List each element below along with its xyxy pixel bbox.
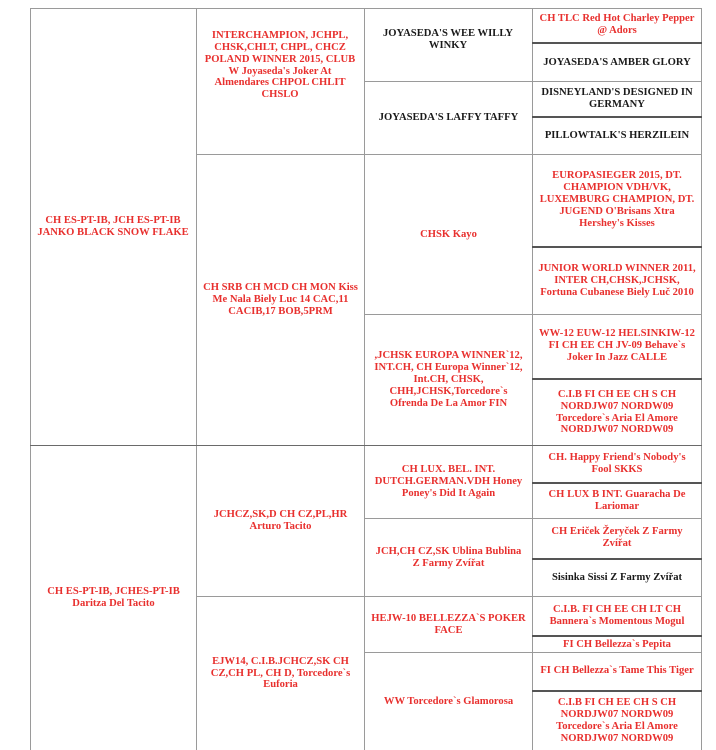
cell-separator bbox=[532, 116, 702, 118]
g4-7: WW-12 EUW-12 HELSINKIW-12 FI CH EE CH JV-09 Behave`s Joker In Jazz CALLE bbox=[539, 328, 695, 363]
g4-4: PILLOWTALK'S HERZILEIN bbox=[544, 130, 690, 142]
cell-separator bbox=[532, 635, 702, 637]
cell-separator bbox=[532, 518, 702, 519]
g4-16: C.I.B FI CH EE CH S CH NORDJW07 NORDW09 Torcedore`s Aria El Amore NORDJW07 NORDW09 bbox=[556, 697, 678, 744]
cell-separator bbox=[532, 378, 702, 380]
g2-sire-dam: CH SRB CH MCD CH MON Kiss Me Nala Biely Luc 14 CAC,11 CACIB,17 BOB,5PRM bbox=[196, 154, 364, 445]
g4-12: Sisinka Sissi Z Farmy Zvířat bbox=[551, 572, 683, 584]
g4-13: C.I.B. FI CH EE CH LT CH Bannera`s Momentous Mogul bbox=[549, 603, 685, 627]
cell-separator bbox=[532, 42, 702, 44]
cell-separator bbox=[532, 652, 702, 653]
g2-sire-sire: INTERCHAMPION, JCHPL, CHSK,CHLT, CHPL, CHCZ POLAND WINNER 2015, CLUB W Joyaseda's Joker At Almendares CHPOL CHLIT CHSLO bbox=[204, 30, 356, 101]
sire-dam-divider bbox=[30, 445, 702, 446]
column-divider bbox=[364, 8, 365, 750]
cell-separator bbox=[532, 154, 702, 155]
g2-dam-dam: EJW14, C.I.B.JCHCZ,SK CH CZ,CH PL, CH D, Torcedore`s Euforia bbox=[196, 596, 364, 750]
g3-1: JOYASEDA'S WEE WILLY WINKY bbox=[382, 28, 514, 51]
cell-separator bbox=[532, 482, 702, 484]
g4-8: C.I.B FI CH EE CH S CH NORDJW07 NORDW09 Torcedore`s Aria El Amore NORDJW07 NORDW09 bbox=[556, 388, 678, 436]
g3-3: CHSK Kayo bbox=[364, 154, 532, 314]
cell-separator bbox=[532, 314, 702, 315]
g4-10: CH LUX B INT. Guaracha De Lariomar bbox=[548, 489, 686, 512]
cell-separator bbox=[532, 81, 702, 82]
g1-dam: CH ES-PT-IB, JCHES-PT-IB Daritza Del Tacito bbox=[30, 445, 196, 750]
g4-5: EUROPASIEGER 2015, DT. CHAMPION VDH/VK, LUXEMBURG CHAMPION, DT. JUGEND O'Brisans Xtra Hershey's Kisses bbox=[539, 170, 695, 229]
g3-6: JCH,CH CZ,SK Ublina Bublina Z Farmy Zvířat bbox=[364, 518, 532, 596]
column-divider bbox=[196, 8, 197, 750]
g4-15: FI CH Bellezza`s Tame This Tiger bbox=[540, 665, 694, 677]
g4-2: JOYASEDA'S AMBER GLORY bbox=[543, 56, 691, 68]
cell-separator bbox=[532, 690, 702, 692]
g4-6: JUNIOR WORLD WINNER 2011, INTER CH,CHSK,JCHSK, Fortuna Cubanese Biely Luč 2010 bbox=[538, 263, 696, 298]
g4-3: DISNEYLAND'S DESIGNED IN GERMANY bbox=[541, 86, 693, 110]
cell-separator bbox=[532, 558, 702, 560]
g4-14: FI CH Bellezza`s Pepita bbox=[563, 638, 671, 650]
pedigree-table bbox=[30, 8, 702, 750]
g4-9: CH. Happy Friend's Nobody's Fool SKKS bbox=[548, 451, 686, 475]
g3-2: JOYASEDA'S LAFFY TAFFY bbox=[364, 81, 532, 154]
cell-separator bbox=[532, 596, 702, 597]
g4-1: CH TLC Red Hot Charley Pepper @ Adors bbox=[539, 13, 695, 36]
g3-8: WW Torcedore`s Glamorosa bbox=[364, 652, 532, 750]
g3-5: CH LUX. BEL. INT. DUTCH.GERMAN.VDH Honey Poney's Did It Again bbox=[364, 445, 532, 518]
cell-separator bbox=[532, 246, 702, 248]
g4-11: CH Eriček Žeryček Z Farmy Zvířat bbox=[551, 526, 683, 549]
g1-sire: CH ES-PT-IB, JCH ES-PT-IB JANKO BLACK SNOW FLAKE bbox=[37, 214, 189, 238]
g3-4: ,JCHSK EUROPA WINNER`12, INT.CH, CH Europa Winner`12, Int.CH, CHSK, CHH,JCHSK,Torcedore`s Ofrenda De La Amor FIN bbox=[364, 314, 532, 445]
g3-7: HEJW-10 BELLEZZA`S POKER FACE bbox=[364, 596, 532, 652]
g2-dam-sire: JCHCZ,SK,D CH CZ,PL,HR Arturo Tacito bbox=[196, 445, 364, 596]
